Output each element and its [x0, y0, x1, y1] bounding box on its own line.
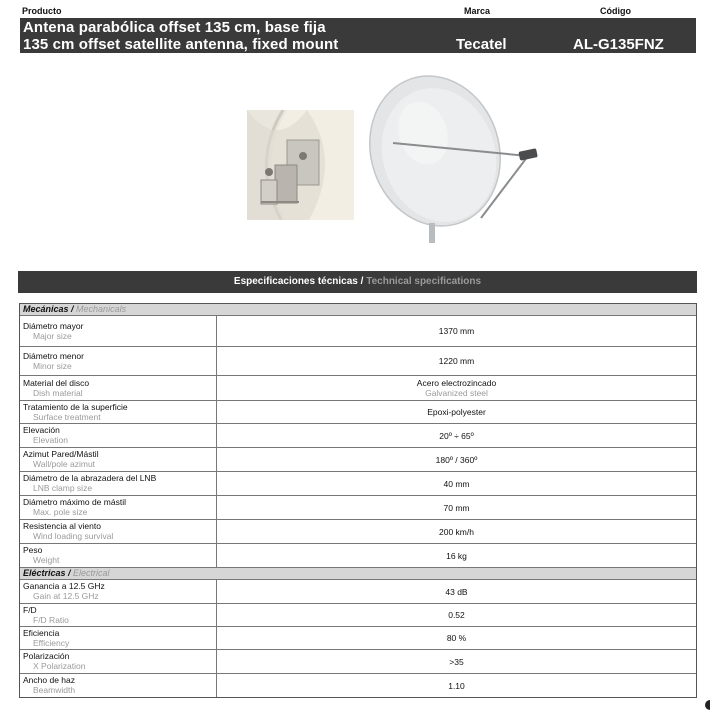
section-title-en: Mechanicals	[76, 304, 127, 314]
product-title-es: Antena parabólica offset 135 cm, base fija	[23, 19, 326, 36]
specifications-table	[19, 303, 697, 698]
spec-value: 43 dB	[445, 586, 468, 597]
spec-row-polarization	[20, 650, 696, 674]
spec-row-lnb-clamp	[20, 472, 696, 496]
spec-row-azimuth	[20, 448, 696, 472]
spec-label-en: F/D Ratio	[33, 615, 69, 625]
spec-label-es: Diámetro menor	[23, 351, 84, 361]
spec-label-es: Ganancia a 12.5 GHz	[23, 581, 105, 591]
spec-value: 0.52	[448, 610, 465, 620]
section-header-electrical: Eléctricas / Electrical	[20, 568, 696, 580]
spec-value: Epoxi-polyester	[427, 407, 486, 417]
spec-row-surface-treatment	[20, 401, 696, 424]
spec-label-en: Beamwidth	[33, 685, 76, 695]
spec-row-elevation	[20, 424, 696, 448]
spec-row-pole-size	[20, 496, 696, 520]
spec-title-en: Technical specifications	[366, 276, 482, 287]
spec-row-minor-size	[20, 347, 696, 376]
spec-label-en: Wind loading survival	[33, 531, 114, 541]
section-title-es: Eléctricas	[23, 568, 66, 578]
product-code: AL-G135FNZ	[573, 36, 664, 53]
spec-label-en: Gain at 12.5 GHz	[33, 591, 99, 601]
product-title-en: 135 cm offset satellite antenna, fixed mount	[23, 36, 339, 53]
spec-title-es: Especificaciones técnicas	[233, 276, 358, 287]
section-title-es: Mecánicas	[23, 304, 69, 314]
spec-row-major-size	[20, 316, 696, 347]
spec-label-en: Efficiency	[33, 638, 70, 648]
spec-row-efficiency	[20, 627, 696, 650]
title-bar	[20, 18, 696, 53]
label-brand: Marca	[464, 6, 491, 16]
spec-label-en: Major size	[33, 331, 72, 341]
spec-label-en: Max. pole size	[33, 507, 88, 517]
section-title-en: Electrical	[73, 568, 110, 578]
spec-value: 1220 mm	[438, 356, 475, 366]
spec-label-es: Azimut Pared/Mástil	[23, 449, 99, 459]
spec-title-separator: /	[357, 276, 367, 287]
spec-label-es: Material del disco	[23, 378, 90, 388]
spec-label-en: Dish material	[33, 388, 83, 398]
scroll-edge-handle[interactable]	[705, 700, 710, 710]
spec-value: 1370 mm	[438, 326, 475, 336]
spec-label-es: Tratamiento de la superficie	[23, 402, 128, 412]
spec-value: 80 %	[446, 633, 467, 643]
header-labels	[20, 6, 696, 18]
spec-label-es: Diámetro mayor	[23, 321, 84, 331]
spec-label-en: LNB clamp size	[33, 483, 93, 493]
spec-row-wind-loading	[20, 520, 696, 544]
spec-row-gain	[20, 580, 696, 604]
spec-row-beamwidth	[20, 674, 696, 697]
spec-value: 1.10	[448, 680, 465, 691]
section-header-mechanical: Mecánicas / Mechanicals	[20, 304, 696, 316]
spec-label-es: Polarización	[23, 651, 70, 661]
spec-label-es: Peso	[23, 545, 43, 555]
spec-value: 200 km/h	[439, 526, 474, 537]
spec-value-en: Galvanized steel	[425, 388, 488, 398]
spec-label-en: Wall/pole azimut	[33, 459, 96, 469]
spec-value: Acero electrozincado	[416, 378, 497, 388]
spec-label-es: F/D	[23, 605, 37, 615]
spec-label-es: Diámetro de la abrazadera del LNB	[23, 473, 157, 483]
label-code: Código	[600, 6, 631, 16]
specifications-bar	[18, 271, 697, 293]
spec-row-dish-material	[20, 376, 696, 401]
spec-label-es: Resistencia al viento	[23, 521, 101, 531]
spec-value: 40 mm	[443, 478, 470, 489]
label-product: Producto	[22, 6, 62, 16]
spec-value: 70 mm	[443, 502, 470, 513]
spec-row-fd-ratio	[20, 604, 696, 627]
spec-value: 16 kg	[446, 550, 467, 561]
spec-label-en: Weight	[33, 555, 60, 565]
spec-label-es: Eficiencia	[23, 628, 60, 638]
spec-label-en: X Polarization	[33, 661, 86, 671]
spec-label-en: Surface treatment	[33, 412, 101, 422]
spec-value: 20º ÷ 65º	[439, 430, 474, 441]
spec-label-es: Elevación	[23, 425, 60, 435]
brand-name: Tecatel	[456, 36, 507, 53]
spec-value: 180º / 360º	[435, 454, 478, 465]
antenna-photo	[363, 73, 548, 243]
spec-value: >35	[449, 656, 464, 667]
spec-label-en: Minor size	[33, 361, 72, 371]
spec-label-en: Elevation	[33, 435, 68, 445]
mount-detail-photo	[247, 110, 354, 220]
spec-row-weight	[20, 544, 696, 568]
spec-label-es: Diámetro máximo de mástil	[23, 497, 126, 507]
spec-label-es: Ancho de haz	[23, 675, 75, 685]
